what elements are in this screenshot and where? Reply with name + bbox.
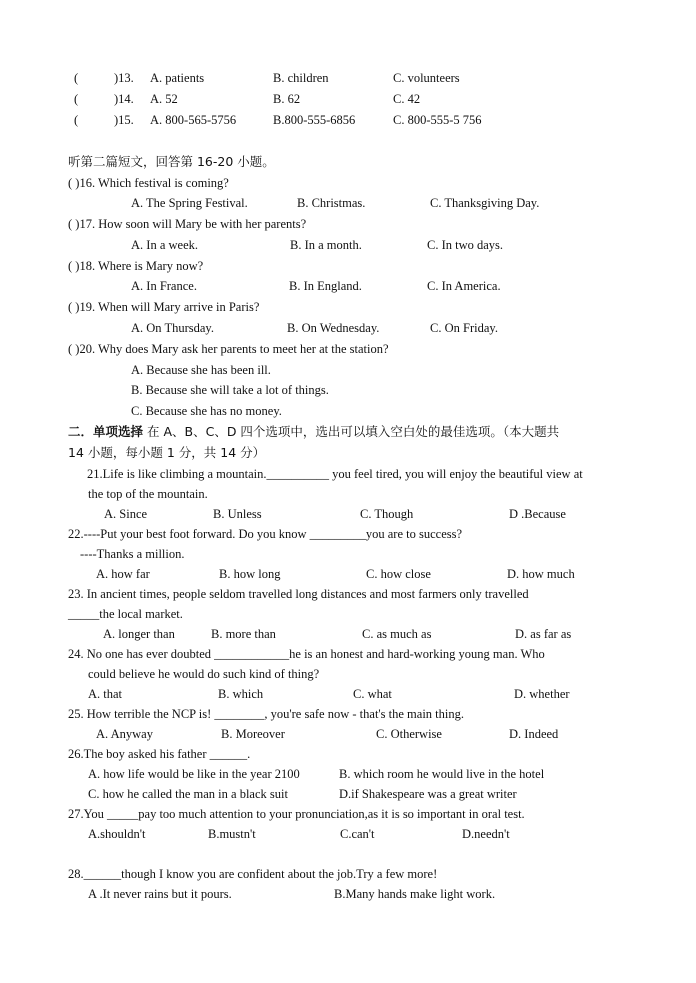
q13-option-c: C. volunteers xyxy=(393,71,460,85)
q21-stem-cont: the top of the mountain. xyxy=(88,487,208,501)
q16-stem: ( )16. Which festival is coming? xyxy=(68,176,229,190)
q22-option-a: A. how far xyxy=(96,567,150,581)
q14-option-b: B. 62 xyxy=(273,92,301,106)
q22-option-b: B. how long xyxy=(219,567,281,581)
q16-option-a: A. The Spring Festival. xyxy=(131,196,248,210)
q20-stem: ( )20. Why does Mary ask her parents to meet her at the station? xyxy=(68,342,389,356)
q27-option-b: B.mustn't xyxy=(208,827,256,841)
q23-option-d: D. as far as xyxy=(515,627,572,641)
q19-option-a: A. On Thursday. xyxy=(131,321,214,335)
q25-option-c: C. Otherwise xyxy=(376,727,442,741)
section2-instructions: 在 A、B、C、D 四个选项中，选出可以填入空白处的最佳选项。（本大题共 xyxy=(143,424,560,439)
q27-option-c: C.can't xyxy=(340,827,375,841)
q23-option-c: C. as much as xyxy=(362,627,432,641)
q24-option-d: D. whether xyxy=(514,687,570,701)
q15-option-a: A. 800-565-5756 xyxy=(150,113,237,127)
q15-option-b: B.800-555-6856 xyxy=(273,113,356,127)
q22-option-c: C. how close xyxy=(366,567,431,581)
q23-stem-cont: _____the local market. xyxy=(68,607,183,621)
q21-option-b: B. Unless xyxy=(213,507,262,521)
q18-stem: ( )18. Where is Mary now? xyxy=(68,259,204,273)
q15-number: )15. xyxy=(114,113,134,127)
q25-stem: 25. How terrible the NCP is! ________, you're safe now - that's the main thing. xyxy=(68,707,464,721)
q28-option-b: B.Many hands make light work. xyxy=(334,887,496,901)
q24-option-a: A. that xyxy=(88,687,123,701)
part2-heading: 听第二篇短文，回答第 16-20 小题。 xyxy=(68,154,275,169)
q16-option-c: C. Thanksgiving Day. xyxy=(430,196,540,210)
q24-stem-cont: could believe he would do such kind of thing? xyxy=(88,667,320,681)
section2-heading xyxy=(68,424,559,440)
q15-option-c: C. 800-555-5 756 xyxy=(393,113,482,127)
q25-option-b: B. Moreover xyxy=(221,727,285,741)
q27-option-d: D.needn't xyxy=(462,827,510,841)
q27-option-a: A.shouldn't xyxy=(88,827,146,841)
q23-option-a: A. longer than xyxy=(103,627,175,641)
q13-option-a: A. patients xyxy=(150,71,205,85)
q18-option-c: C. In America. xyxy=(427,279,501,293)
q14-paren: ( xyxy=(74,92,79,106)
q22-option-d: D. how much xyxy=(507,567,575,581)
section2-title: 二．单项选择 xyxy=(68,424,144,439)
q17-option-b: B. In a month. xyxy=(290,238,362,252)
q23-stem: 23. In ancient times, people seldom travelled long distances and most farmers only travelled xyxy=(68,587,529,601)
q15-paren: ( xyxy=(74,113,79,127)
q26-option-c: C. how he called the man in a black suit xyxy=(88,787,288,801)
q22-stem: 22.----Put your best foot forward. Do you know _________you are to success? xyxy=(68,527,463,541)
q19-option-c: C. On Friday. xyxy=(430,321,498,335)
q21-stem: 21.Life is like climbing a mountain.__________ you feel tired, you will enjoy the beautiful view at xyxy=(87,467,583,481)
q25-option-a: A. Anyway xyxy=(96,727,153,741)
section2-instructions-cont: 14 小题，每小题 1 分，共 14 分） xyxy=(68,445,266,460)
q17-stem: ( )17. How soon will Mary be with her parents? xyxy=(68,217,307,231)
q28-option-a: A .It never rains but it pours. xyxy=(88,887,232,901)
q21-option-a: A. Since xyxy=(104,507,148,521)
q21-option-c: C. Though xyxy=(360,507,414,521)
q19-option-b: B. On Wednesday. xyxy=(287,321,380,335)
q16-option-b: B. Christmas. xyxy=(297,196,366,210)
q18-option-a: A. In France. xyxy=(131,279,197,293)
q22-reply: ----Thanks a million. xyxy=(80,547,185,561)
q13-number: )13. xyxy=(114,71,134,85)
q20-option-c: C. Because she has no money. xyxy=(131,404,282,418)
q14-number: )14. xyxy=(114,92,134,106)
q18-option-b: B. In England. xyxy=(289,279,362,293)
q25-option-d: D. Indeed xyxy=(509,727,559,741)
q14-option-a: A. 52 xyxy=(150,92,178,106)
q23-option-b: B. more than xyxy=(211,627,276,641)
q28-stem: 28.______though I know you are confident about the job.Try a few more! xyxy=(68,867,438,881)
q20-option-a: A. Because she has been ill. xyxy=(131,363,271,377)
q24-stem: 24. No one has ever doubted ____________he is an honest and hard-working young man. Who xyxy=(68,647,545,661)
q13-option-b: B. children xyxy=(273,71,329,85)
q26-option-b: B. which room he would live in the hotel xyxy=(339,767,545,781)
q20-option-b: B. Because she will take a lot of things. xyxy=(131,383,329,397)
q24-option-c: C. what xyxy=(353,687,392,701)
q17-option-c: C. In two days. xyxy=(427,238,504,252)
q26-option-d: D.if Shakespeare was a great writer xyxy=(339,787,517,801)
q14-option-c: C. 42 xyxy=(393,92,421,106)
q13-paren: ( xyxy=(74,71,79,85)
q26-stem: 26.The boy asked his father ______. xyxy=(68,747,251,761)
q26-option-a: A. how life would be like in the year 2100 xyxy=(88,767,300,781)
q17-option-a: A. In a week. xyxy=(131,238,198,252)
q27-stem: 27.You _____pay too much attention to your pronunciation,as it is so important in oral test. xyxy=(68,807,525,821)
q21-option-d: D .Because xyxy=(509,507,566,521)
q19-stem: ( )19. When will Mary arrive in Paris? xyxy=(68,300,260,314)
q24-option-b: B. which xyxy=(218,687,264,701)
